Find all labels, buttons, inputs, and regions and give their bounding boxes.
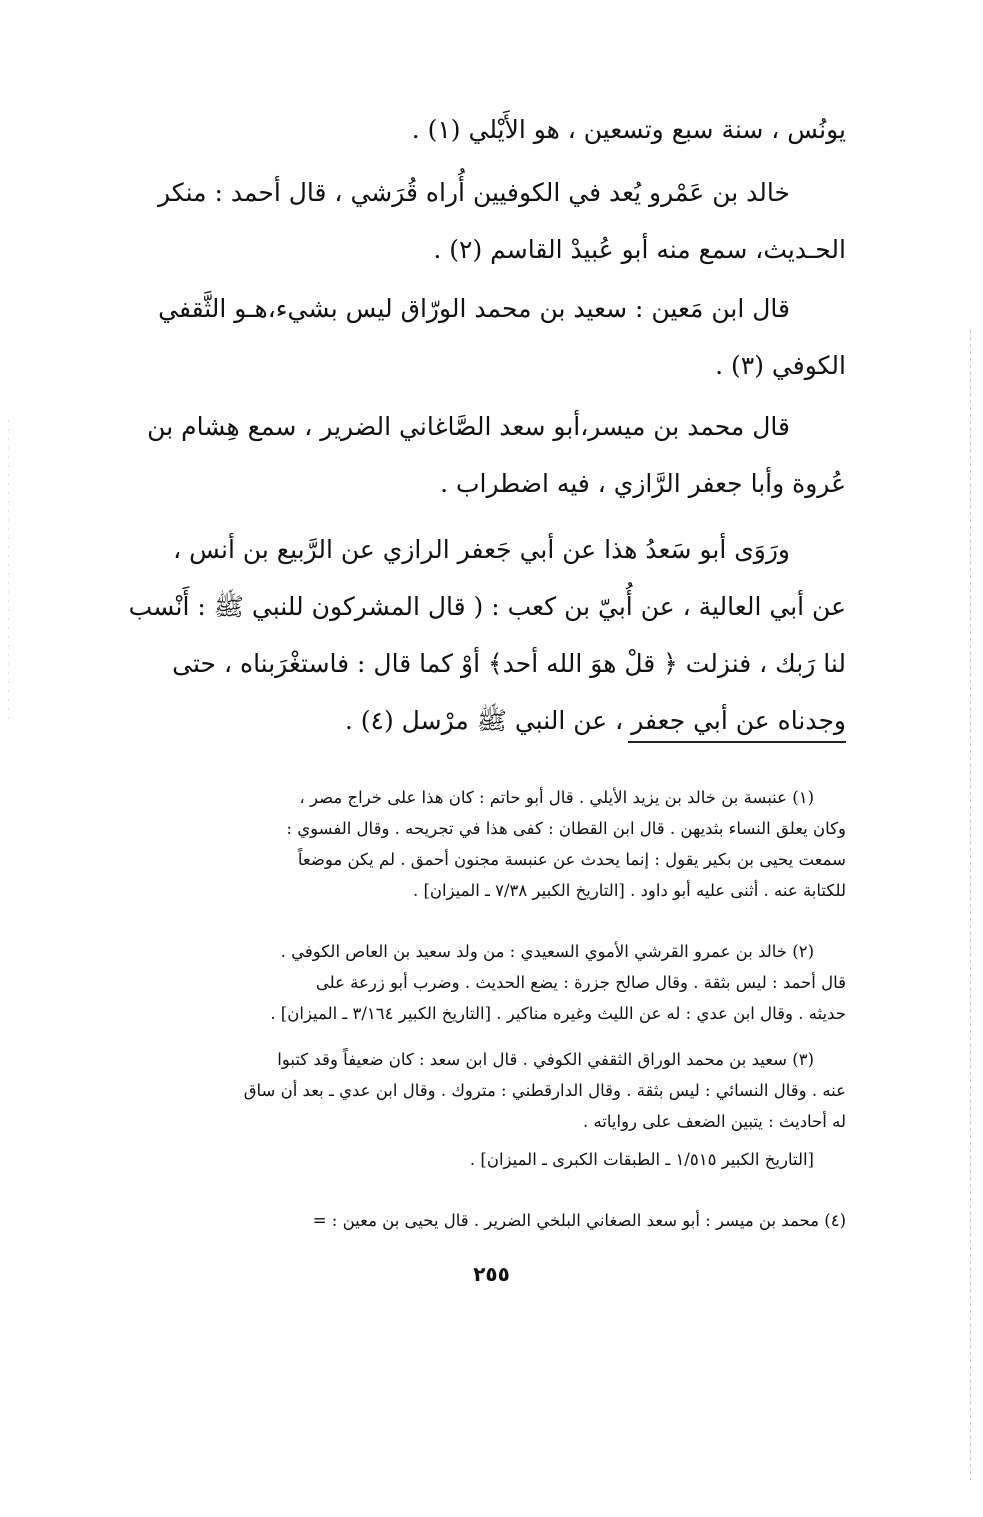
footnote-line: له أحاديث : يتبين الضعف على رواياته . (582, 1112, 846, 1131)
footnote-line: للكتابة عنه . أثنى عليه أبو داود . [التاريخ الكبير ٧/٣٨ ـ الميزان] . (412, 881, 846, 900)
footnote-line: سمعت يحيى بن بكير يقول : إنما يحدث عن عنبسة مجنون أحمق . لم يكن موضعاً (297, 850, 846, 869)
paragraph-line: الحـديث، سمع منه أبو عُبيدْ القاسم (٢) . (433, 235, 846, 264)
footnote-line: قال أحمد : ليس بثقة . وقال صالح جزرة : يضع الحديث . وضرب أبو زرعة على (315, 973, 846, 992)
paragraph-abu-saad-narration (128, 521, 846, 749)
footnote-line: (١) عنبسة بن خالد بن يزيد الأيلي . قال أبو حاتم : كان هذا على خراج مصر ، (299, 788, 814, 807)
paragraph-line: ورَوَى أبو سَعدُ هذا عن أبي جَعفر الرازي عن الرَّبيع بن أنس ، (173, 535, 790, 564)
paragraph-line: وجدناه عن أبي جعفر ، عن النبي ﷺ مرْسل (٤) . (344, 706, 846, 735)
page-number: ٢٥٥ (473, 1262, 510, 1286)
footnote-2 (138, 936, 846, 1029)
footnote-line: عنه . وقال النسائي : ليس بثقة . وقال الدارقطني : متروك . وقال ابن عدي ـ بعد أن ساق (243, 1081, 846, 1100)
footnote-line: حديثه . وقال ابن عدي : له عن الليث وغيره مناكير . [التاريخ الكبير ٣/١٦٤ ـ الميزان] . (270, 1004, 846, 1023)
paragraph-said-bin-muhammad (138, 280, 846, 394)
paragraph-muhammad-bin-maysar (138, 398, 846, 512)
paragraph-line: قال محمد بن ميسر،أبو سعد الصَّاغاني الضرير ، سمع هِشام بن (147, 412, 790, 441)
footnote-line: [التاريخ الكبير ١/٥١٥ ـ الطبقات الكبرى ـ الميزان] . (469, 1150, 814, 1169)
scan-edge-artifact (970, 330, 971, 1480)
footnote-line: (٢) خالد بن عمرو القرشي الأموي السعيدي : من ولد سعيد بن العاص الكوفي . (280, 942, 814, 961)
paragraph-yunus (138, 101, 846, 158)
scan-edge-artifact-left (8, 420, 9, 720)
footnote-1 (138, 782, 846, 906)
paragraph-khalid-bin-amr (138, 164, 846, 278)
paragraph-line: عن أبي العالية ، عن أُبيّ بن كعب : ( قال المشركون للنبي ﷺ : أَنْسب (128, 592, 846, 621)
footnote-line: (٤) محمد بن ميسر : أبو سعد الصغاني البلخي الضرير . قال يحيى بن معين : = (312, 1211, 846, 1230)
footnote-line: (٣) سعيد بن محمد الوراق الثقفي الكوفي . قال ابن سعد : كان ضعيفاً وقد كتبوا (277, 1050, 814, 1069)
paragraph-line: خالد بن عَمْرو يُعد في الكوفيين أُراه قُرَشي ، قال أحمد : منكر (157, 178, 790, 207)
paragraph-line: عُروة وأبا جعفر الرَّازي ، فيه اضطراب . (440, 469, 846, 498)
footnote-3 (138, 1044, 846, 1175)
footnote-divider (628, 741, 846, 743)
footnote-line: وكان يعلق النساء بثديهن . قال ابن القطان : كفى هذا في تجريحه . وقال الفسوي : (286, 819, 846, 838)
paragraph-line: الكوفي (٣) . (715, 351, 846, 380)
paragraph-line: لنا رَبك ، فنزلت ﴿ قلْ هوَ الله أحد﴾ أوْ كما قال : فاستغْرَبناه ، حتى (172, 649, 846, 678)
paragraph-line: يونُس ، سنة سبع وتسعين ، هو الأَيْلي (١) . (411, 115, 846, 144)
footnote-4 (138, 1205, 846, 1236)
paragraph-line: قال ابن مَعين : سعيد بن محمد الورّاق ليس بشيء،هـو الثَّقفي (158, 294, 790, 323)
